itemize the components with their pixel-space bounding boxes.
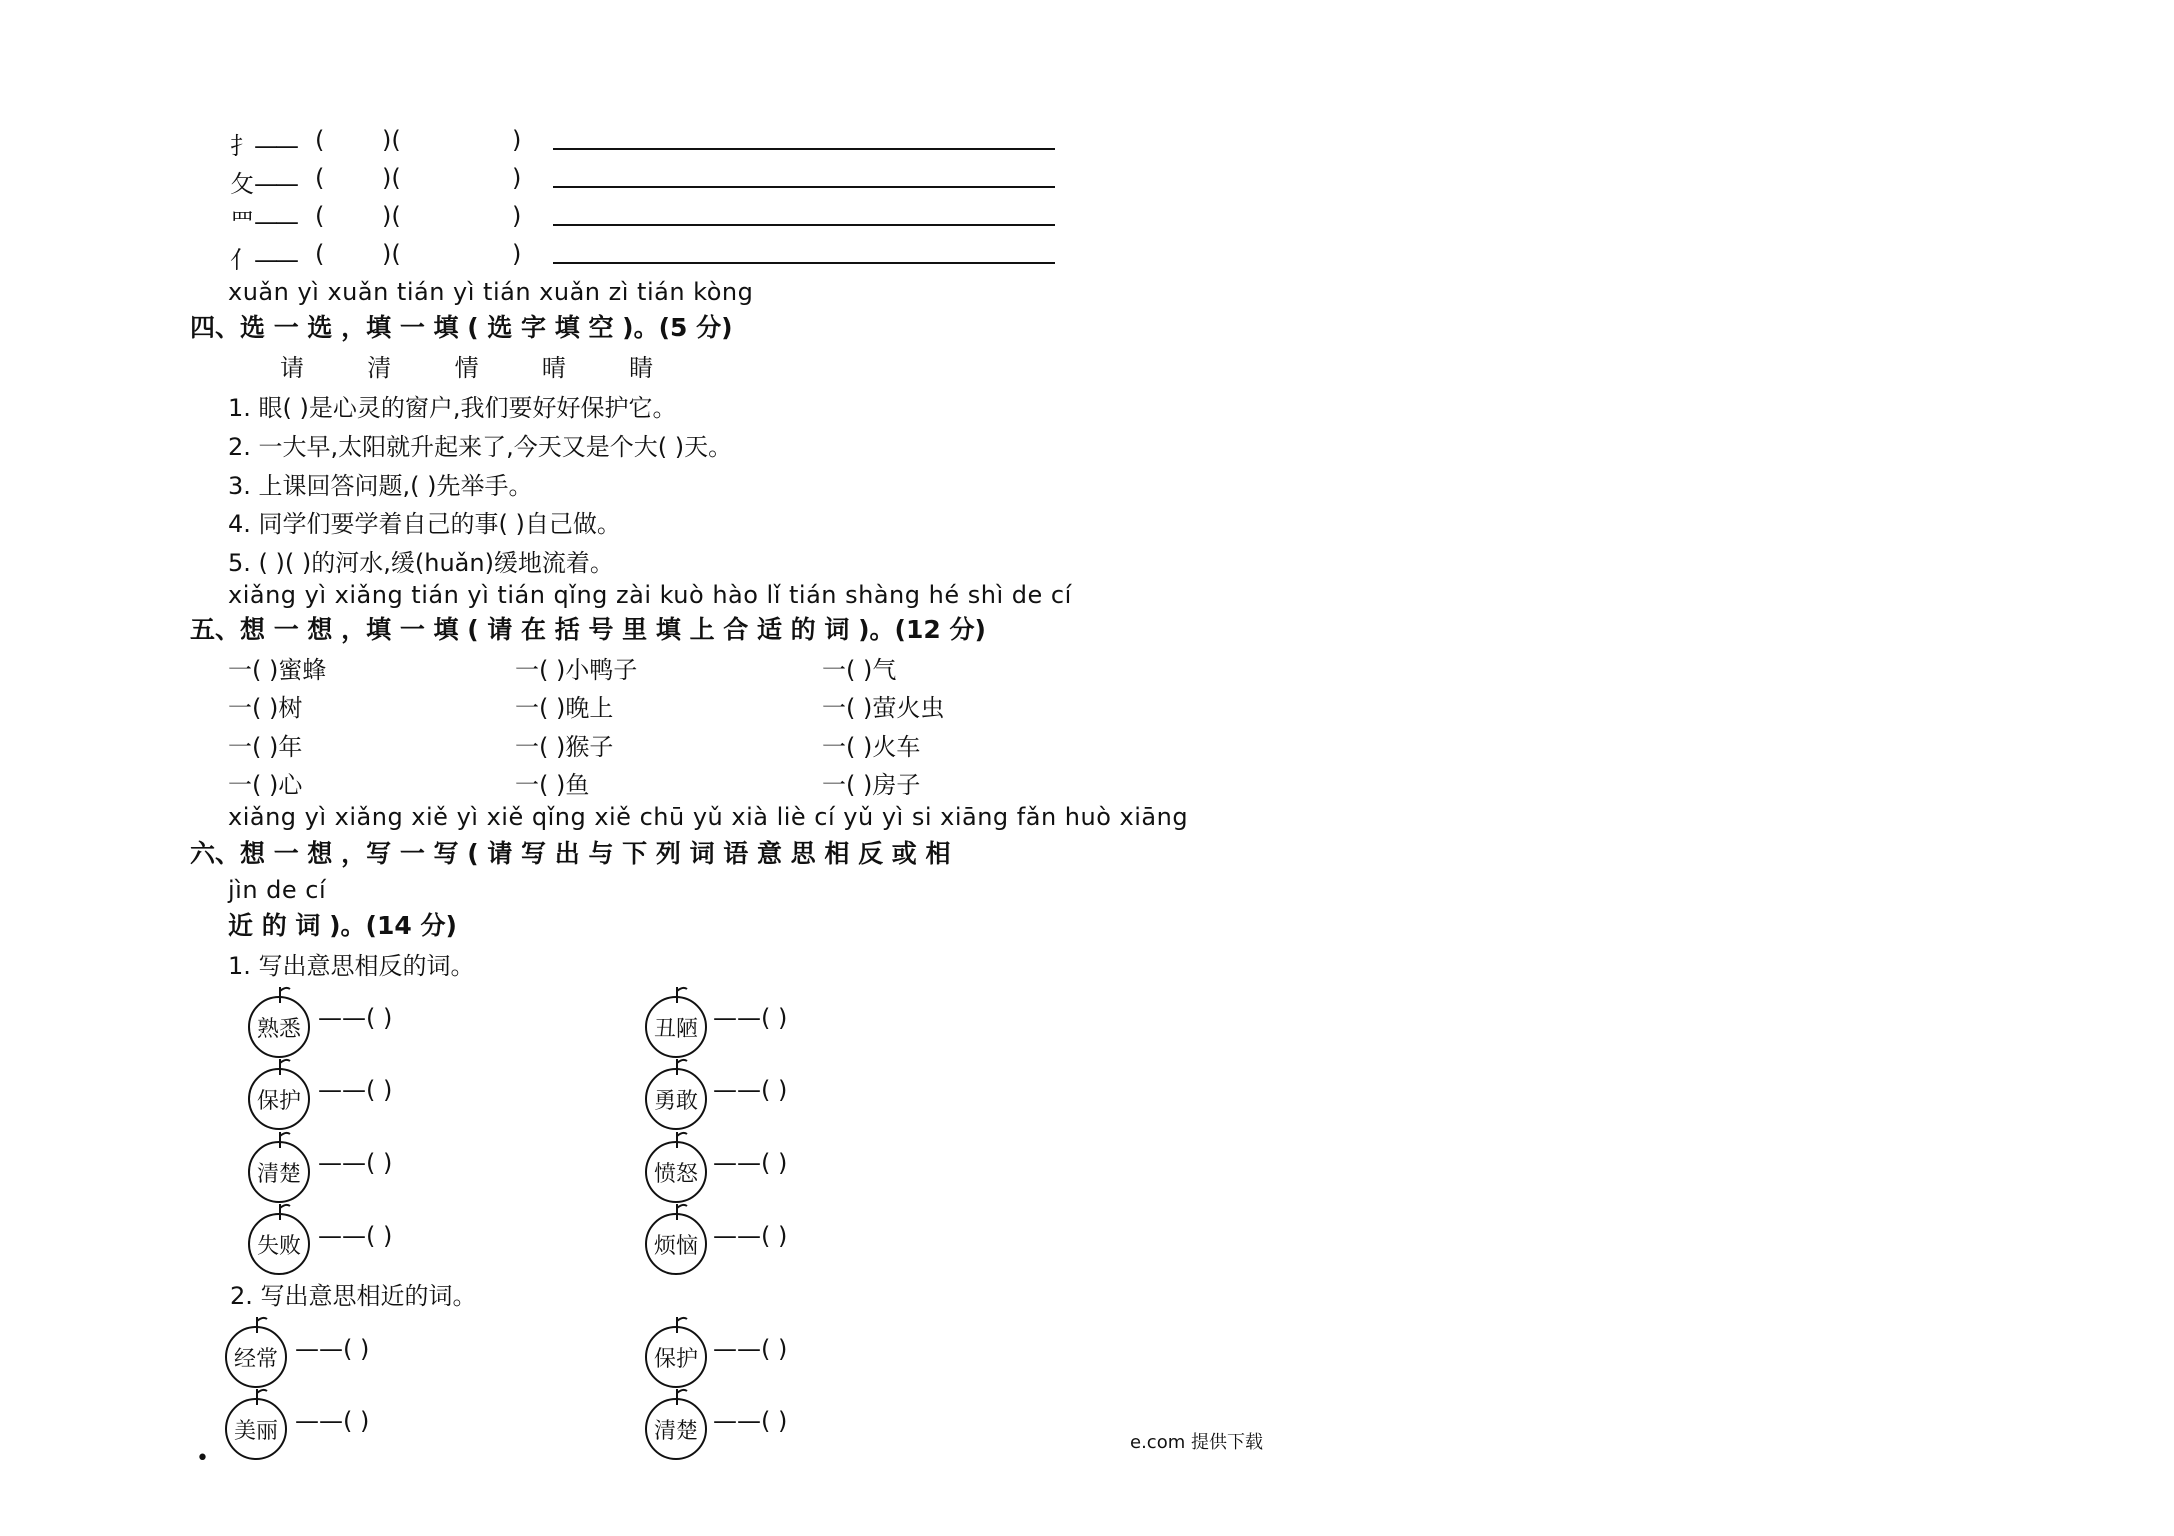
paren: )( bbox=[382, 202, 401, 230]
apple-word: 保护 bbox=[645, 1326, 707, 1388]
download-source-note: e.com 提供下载 bbox=[1130, 1432, 1263, 1453]
option-char: 睛 bbox=[629, 354, 654, 382]
apple-word: 丑陋 bbox=[645, 996, 707, 1058]
measure-word-item[interactable]: 一( )年 bbox=[228, 733, 303, 761]
fill-item-2[interactable]: 2. 一大早,太阳就升起来了,今天又是个大( )天。 bbox=[228, 433, 733, 461]
paren: ) bbox=[512, 164, 522, 192]
fill-item-5[interactable]: 5. ( )( )的河水,缓(huǎn)缓地流着。 bbox=[228, 549, 614, 577]
fill-item-1[interactable]: 1. 眼( )是心灵的窗户,我们要好好保护它。 bbox=[228, 394, 677, 422]
paren: ) bbox=[512, 240, 522, 268]
paren: ( bbox=[315, 240, 325, 268]
radical: 扌 bbox=[230, 132, 254, 160]
answer-blank[interactable]: ——( ) bbox=[295, 1407, 370, 1435]
dash: —— bbox=[254, 132, 296, 160]
answer-blank[interactable]: ——( ) bbox=[713, 1004, 788, 1032]
paren: ( bbox=[315, 202, 325, 230]
measure-word-item[interactable]: 一( )小鸭子 bbox=[515, 656, 638, 684]
apple-word: 熟悉 bbox=[248, 996, 310, 1058]
option-char: 晴 bbox=[541, 354, 566, 382]
bullet-mark: • bbox=[196, 1446, 209, 1471]
dash: —— bbox=[254, 170, 296, 198]
radical: 攵 bbox=[230, 170, 254, 198]
section5-pinyin: xiǎng yì xiǎng tián yì tián qǐng zài kuò hào lǐ tián shàng hé shì de cí bbox=[228, 581, 1072, 609]
measure-word-item[interactable]: 一( )萤火虫 bbox=[822, 694, 945, 722]
answer-blank[interactable]: ——( ) bbox=[295, 1335, 370, 1363]
apple-word: 清楚 bbox=[248, 1141, 310, 1203]
radical: 亻 bbox=[230, 246, 254, 274]
answer-blank[interactable]: ——( ) bbox=[318, 1076, 393, 1104]
paren: )( bbox=[382, 164, 401, 192]
measure-word-item[interactable]: 一( )蜜蜂 bbox=[228, 656, 327, 684]
section6-pinyin-1: xiǎng yì xiǎng xiě yì xiě qǐng xiě chū yǔ xià liè cí yǔ yì si xiāng fǎn huò xiāng bbox=[228, 803, 1189, 831]
answer-line[interactable] bbox=[553, 224, 1055, 226]
paren: ) bbox=[512, 202, 522, 230]
answer-blank[interactable]: ——( ) bbox=[713, 1335, 788, 1363]
measure-word-item[interactable]: 一( )心 bbox=[228, 771, 303, 799]
paren: ) bbox=[512, 126, 522, 154]
answer-blank[interactable]: ——( ) bbox=[713, 1407, 788, 1435]
dash: —— bbox=[254, 208, 296, 236]
apple-word: 保护 bbox=[248, 1068, 310, 1130]
section6-pinyin-2: jìn de cí bbox=[228, 876, 327, 904]
radical-row-2 bbox=[230, 164, 296, 199]
answer-line[interactable] bbox=[553, 186, 1055, 188]
section4-pinyin: xuǎn yì xuǎn tián yì tián xuǎn zì tián kòng bbox=[228, 278, 754, 306]
option-char: 请 bbox=[280, 354, 304, 382]
apple-word: 失败 bbox=[248, 1213, 310, 1275]
section4-heading: 四、选 一 选 ，填 一 填 ( 选 字 填 空 )。(5 分) bbox=[190, 313, 733, 342]
option-char: 情 bbox=[454, 354, 479, 382]
answer-blank[interactable]: ——( ) bbox=[713, 1149, 788, 1177]
measure-word-item[interactable]: 一( )晚上 bbox=[515, 694, 614, 722]
section5-heading: 五、想 一 想 ，填 一 填 ( 请 在 括 号 里 填 上 合 适 的 词 )。(12 分) bbox=[190, 615, 986, 644]
apple-word: 勇敢 bbox=[645, 1068, 707, 1130]
answer-blank[interactable]: ——( ) bbox=[713, 1076, 788, 1104]
paren: ( bbox=[315, 126, 325, 154]
radical: 罒 bbox=[230, 208, 254, 236]
option-char: 清 bbox=[367, 354, 392, 382]
apple-word: 愤怒 bbox=[645, 1141, 707, 1203]
answer-line[interactable] bbox=[553, 148, 1055, 150]
paren: )( bbox=[382, 240, 401, 268]
subtask-synonyms: 2. 写出意思相近的词。 bbox=[230, 1282, 477, 1310]
measure-word-item[interactable]: 一( )房子 bbox=[822, 771, 921, 799]
radical-row-1 bbox=[230, 126, 296, 161]
section6-heading-2: 近 的 词 )。(14 分) bbox=[228, 911, 457, 940]
radical-row-4 bbox=[230, 240, 296, 275]
section6-heading-1: 六、想 一 想 ，写 一 写 ( 请 写 出 与 下 列 词 语 意 思 相 反 或 相 bbox=[190, 839, 951, 868]
measure-word-item[interactable]: 一( )树 bbox=[228, 694, 303, 722]
apple-word: 烦恼 bbox=[645, 1213, 707, 1275]
answer-line[interactable] bbox=[553, 262, 1055, 264]
fill-item-4[interactable]: 4. 同学们要学着自己的事( )自己做。 bbox=[228, 510, 621, 538]
radical-row-3 bbox=[230, 202, 296, 237]
measure-word-item[interactable]: 一( )猴子 bbox=[515, 733, 614, 761]
measure-word-item[interactable]: 一( )鱼 bbox=[515, 771, 590, 799]
answer-blank[interactable]: ——( ) bbox=[318, 1004, 393, 1032]
option-list bbox=[280, 348, 653, 383]
paren: ( bbox=[315, 164, 325, 192]
answer-blank[interactable]: ——( ) bbox=[318, 1222, 393, 1250]
subtask-opposites: 1. 写出意思相反的词。 bbox=[228, 952, 475, 980]
apple-word: 清楚 bbox=[645, 1398, 707, 1460]
fill-item-3[interactable]: 3. 上课回答问题,( )先举手。 bbox=[228, 472, 533, 500]
measure-word-item[interactable]: 一( )气 bbox=[822, 656, 897, 684]
measure-word-item[interactable]: 一( )火车 bbox=[822, 733, 921, 761]
answer-blank[interactable]: ——( ) bbox=[713, 1222, 788, 1250]
dash: —— bbox=[254, 246, 296, 274]
apple-word: 经常 bbox=[225, 1326, 287, 1388]
apple-word: 美丽 bbox=[225, 1398, 287, 1460]
paren: )( bbox=[382, 126, 401, 154]
answer-blank[interactable]: ——( ) bbox=[318, 1149, 393, 1177]
